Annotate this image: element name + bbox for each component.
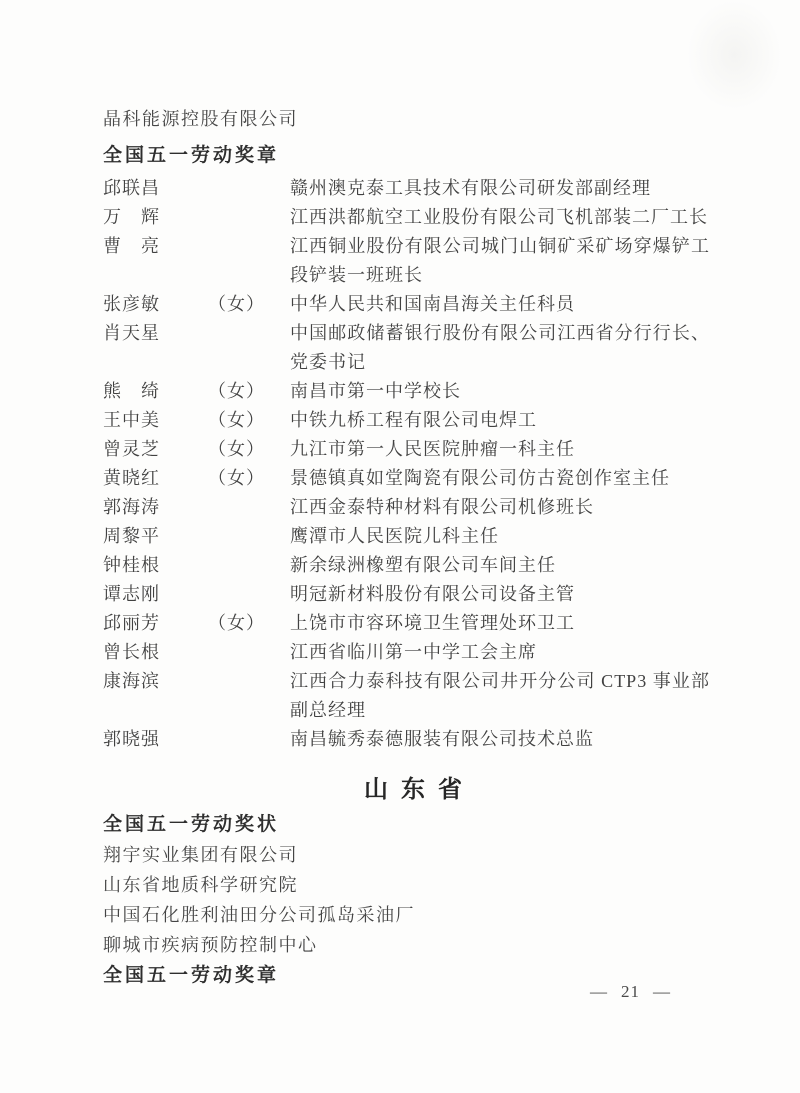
recipient-row	[103, 232, 723, 290]
recipient-row	[103, 580, 723, 609]
recipient-row	[103, 174, 723, 203]
recipient-name: 曾灵芝	[103, 439, 160, 459]
recipient-name: 曾长根	[103, 642, 160, 662]
recipient-name: 熊 绮	[103, 381, 160, 401]
recipient-title: 江西金泰特种材料有限公司机修班长	[290, 497, 594, 517]
recipient-title: 南昌市第一中学校长	[290, 381, 461, 401]
organization-line: 中国石化胜利油田分公司孤岛采油厂	[103, 905, 415, 925]
recipient-name: 钟桂根	[103, 555, 160, 575]
province-heading-shandong: 山东省	[364, 776, 475, 803]
recipient-name: 张彦敏	[103, 294, 160, 314]
recipient-row	[103, 406, 723, 435]
recipient-title: 江西铜业股份有限公司城门山铜矿采矿场穿爆铲工段铲装一班班长	[290, 236, 710, 285]
recipient-row	[103, 725, 723, 754]
recipient-title: 鹰潭市人民医院儿科主任	[290, 526, 499, 546]
recipient-gender: （女）	[208, 410, 265, 430]
organization-line: 山东省地质科学研究院	[103, 875, 298, 895]
recipient-gender: （女）	[208, 613, 265, 633]
page-number	[590, 982, 671, 1002]
org-line-continued: 晶科能源控股有限公司	[103, 109, 298, 129]
recipient-title: 九江市第一人民医院肿瘤一科主任	[290, 439, 575, 459]
recipient-title: 南昌毓秀泰德服装有限公司技术总监	[290, 729, 594, 749]
recipient-title: 赣州澳克泰工具技术有限公司研发部副经理	[290, 178, 651, 198]
recipient-row	[103, 290, 723, 319]
page-number-value: 21	[621, 982, 640, 1001]
recipient-name: 郭晓强	[103, 729, 160, 749]
organization-list	[103, 840, 723, 960]
recipient-row	[103, 667, 723, 725]
recipient-name: 郭海涛	[103, 497, 160, 517]
recipient-title: 中铁九桥工程有限公司电焊工	[290, 410, 537, 430]
recipient-title: 明冠新材料股份有限公司设备主管	[290, 584, 575, 604]
recipient-title: 江西省临川第一中学工会主席	[290, 642, 537, 662]
recipient-title: 江西洪都航空工业股份有限公司飞机部装二厂工长	[290, 207, 708, 227]
recipient-row	[103, 203, 723, 232]
recipient-gender: （女）	[208, 381, 265, 401]
recipient-name: 万 辉	[103, 207, 160, 227]
recipient-row	[103, 522, 723, 551]
recipient-row	[103, 609, 723, 638]
recipient-name: 邱丽芳	[103, 613, 160, 633]
recipient-name: 周黎平	[103, 526, 160, 546]
recipient-row	[103, 551, 723, 580]
organization-line: 聊城市疾病预防控制中心	[103, 935, 318, 955]
recipient-title: 江西合力泰科技有限公司井开分公司 CTP3 事业部副总经理	[290, 671, 710, 720]
recipient-row	[103, 464, 723, 493]
recipient-name: 肖天星	[103, 323, 160, 343]
recipient-name: 黄晓红	[103, 468, 160, 488]
medal-heading-shandong: 全国五一劳动奖章	[103, 965, 280, 986]
recipient-row	[103, 493, 723, 522]
recipient-title: 中国邮政储蓄银行股份有限公司江西省分行行长、党委书记	[290, 323, 710, 372]
scan-smudge	[687, 0, 782, 110]
recipient-list	[103, 174, 723, 754]
recipient-title: 新余绿洲橡塑有限公司车间主任	[290, 555, 556, 575]
recipient-name: 康海滨	[103, 671, 160, 691]
medal-heading-jiangxi: 全国五一劳动奖章	[103, 145, 280, 166]
page-number-dash-right: —	[653, 982, 671, 1001]
recipient-row	[103, 638, 723, 667]
page-content	[103, 104, 723, 991]
page-number-dash-left: —	[590, 982, 608, 1001]
recipient-name: 曹 亮	[103, 236, 160, 256]
recipient-gender: （女）	[208, 439, 265, 459]
organization-line: 翔宇实业集团有限公司	[103, 845, 298, 865]
recipient-name: 王中美	[103, 410, 160, 430]
recipient-name: 邱联昌	[103, 178, 160, 198]
certificate-heading-shandong: 全国五一劳动奖状	[103, 814, 280, 835]
recipient-name: 谭志刚	[103, 584, 160, 604]
recipient-row	[103, 435, 723, 464]
recipient-row	[103, 319, 723, 377]
recipient-gender: （女）	[208, 468, 265, 488]
recipient-title: 上饶市市容环境卫生管理处环卫工	[290, 613, 575, 633]
recipient-gender: （女）	[208, 294, 265, 314]
recipient-title: 景德镇真如堂陶瓷有限公司仿古瓷创作室主任	[290, 468, 670, 488]
recipient-row	[103, 377, 723, 406]
recipient-title: 中华人民共和国南昌海关主任科员	[290, 294, 575, 314]
